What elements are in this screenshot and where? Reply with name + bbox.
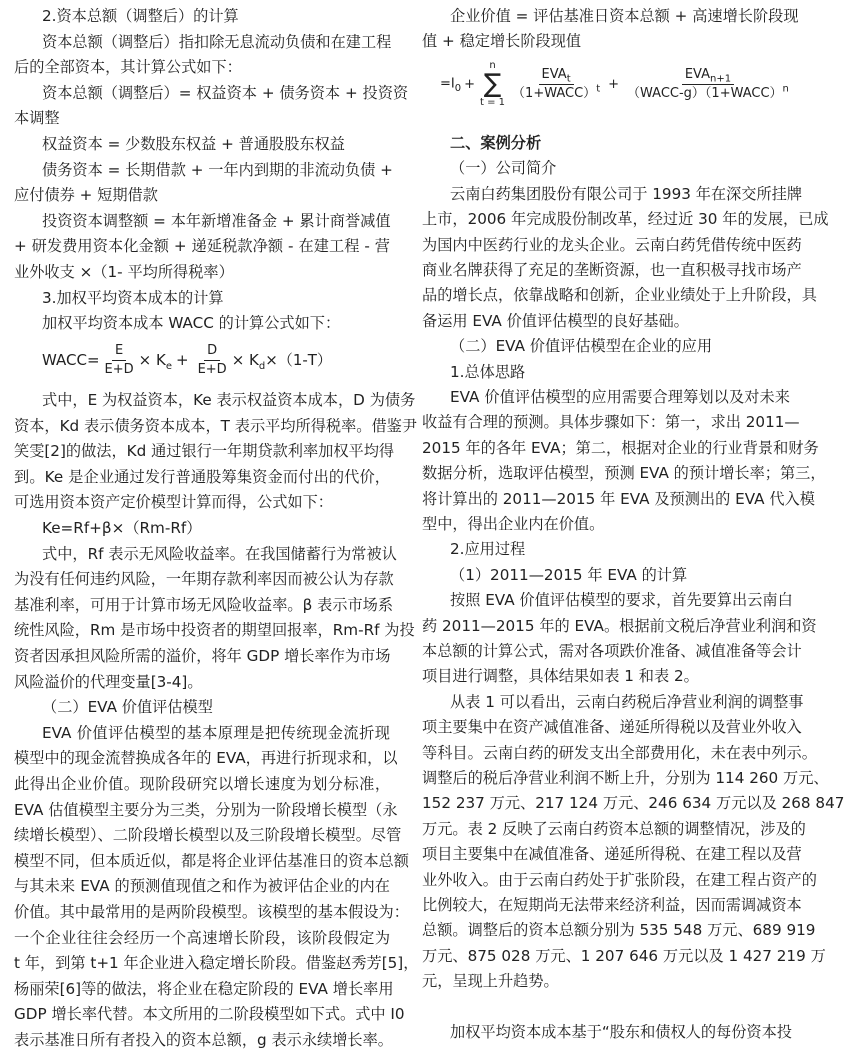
text-line: 应付债券 + 短期借款 <box>14 186 158 205</box>
text-line: 调整后的税后净营业利润不断上升，分别为 114 260 万元、 <box>422 769 829 787</box>
text-line: EVA 价值评估模型的应用需要合理筹划以及对未来 <box>450 388 790 406</box>
text-line: （1）2011—2015 年 EVA 的计算 <box>450 565 688 584</box>
text-line: 比例较大，在短期尚无法带来经济利益，因而需调减资本 <box>422 896 802 914</box>
text-line: 品的增长点，依靠战略和创新，企业业绩处于上升阶段，具 <box>422 286 817 305</box>
text-line: 加权平均资本成本 WACC 的计算公式如下： <box>42 314 341 333</box>
text-line: 模型不同，但本质近似，都是将企业评估基准日的资本总额 <box>14 851 409 870</box>
text-line: EVA 价值评估模型的基本原理是把传统现金流折现 <box>42 723 390 742</box>
text-line: 风险溢价的代理变量[3-4]。 <box>14 672 203 691</box>
text-line: 数据分析，选取评估模型，预测 EVA 的预计增长率；第三， <box>422 464 826 483</box>
frac2-den-text: （WACC-g）（1+WACC） <box>627 85 783 101</box>
value-frac2-den <box>624 85 792 103</box>
text-line: 价值。其中最常用的是两阶段模型。该模型的基本假设为： <box>14 903 409 921</box>
text-line: 投资资本调整额 = 本年新增准备金 + 累计商誉减值 <box>42 211 391 230</box>
text-line: 将计算出的 2011—2015 年 EVA 及预测出的 EVA 代入模 <box>422 489 815 508</box>
text-line: 式中，Rf 表示无风险收益率。在我国储蓄行为常被认 <box>42 544 397 563</box>
text-line: 万元。表 2 反映了云南白药资本总额的调整情况，涉及的 <box>422 819 806 838</box>
value-lhs: =I <box>440 76 455 92</box>
text-line: 表示基准日所有者投入的资本总额，g 表示永续增长率。 <box>14 1031 393 1049</box>
text-line: 按照 EVA 价值评估模型的要求，首先要算出云南白 <box>450 591 793 610</box>
eva-t-sub: t <box>566 73 571 85</box>
text-line: 万元、875 028 万元、1 207 646 万元以及 1 427 219 万 <box>422 946 826 965</box>
wacc-tail: ×（1-T） <box>265 351 332 369</box>
wacc-frac2-num: D <box>204 342 220 361</box>
text-line: 企业价值 = 评估基准日资本总额 + 高速增长阶段现 <box>450 7 799 25</box>
text-line: Ke=Rf+β×（Rm-Rf） <box>42 519 202 537</box>
text-line: 杨丽荣[6]等的做法，将企业在稳定阶段的 EVA 增长率用 <box>14 979 394 998</box>
value-frac1-den <box>509 85 603 103</box>
text-line: + 研发费用资本化金额 + 递延税款净额 - 在建工程 - 营 <box>14 237 390 256</box>
text-line: 药 2011—2015 年的 EVA。根据前文税后净营业利润和资 <box>422 616 817 635</box>
text-line: 式中，E 为权益资本，Ke 表示权益资本成本，D 为债务 <box>42 391 416 409</box>
sum-upper-limit: n <box>489 60 496 71</box>
frac2-den-sup: n <box>782 83 789 95</box>
text-line: 业外收入。由于云南白药处于扩张阶段，在建工程占资产的 <box>422 870 817 889</box>
text-line: 2.资本总额（调整后）的计算 <box>42 7 239 25</box>
value-frac2-num <box>682 66 734 85</box>
text-line: 一个企业往往会经历一个高速增长阶段，该阶段假定为 <box>14 928 390 947</box>
value-fraction-stable <box>624 66 792 103</box>
wacc-sub-d: d <box>258 361 266 372</box>
sigma-symbol: ∑ <box>483 69 502 99</box>
text-line: 资者因承担风险所需的溢价，将年 GDP 增长率作为市场 <box>14 647 391 665</box>
text-line: 总额。调整后的资本总额分别为 535 548 万元、689 919 <box>422 921 816 940</box>
text-line: 等科目。云南白药的研发支出全部费用化，未在表中列示。 <box>422 743 817 762</box>
text-line: 3.加权平均资本成本的计算 <box>42 288 224 307</box>
text-line: t 年，到第 t+1 年企业进入稳定增长阶段。借鉴赵秀芳[5]， <box>14 954 419 973</box>
value-frac1-num <box>539 66 574 85</box>
text-line: 2015 年的各年 EVA；第二，根据对企业的行业背景和财务 <box>422 438 819 457</box>
text-line: 加权平均资本成本基于“股东和债权人的每份资本投 <box>450 1023 792 1041</box>
text-line: 备运用 EVA 价值评估模型的良好基础。 <box>422 311 689 330</box>
text-line: 与其未来 EVA 的预测值现值之和作为被评估企业的内在 <box>14 877 390 896</box>
text-line: 1.总体思路 <box>450 362 526 381</box>
sum-lower-limit: t = 1 <box>480 97 506 108</box>
text-line: 债务资本 = 长期借款 + 一年内到期的非流动负债 + <box>42 160 393 179</box>
text-line: 笑雯[2]的做法，Kd 通过银行一年期贷款利率加权平均得 <box>14 442 395 461</box>
wacc-fraction-debt <box>195 342 230 379</box>
text-line: 从表 1 可以看出，云南白药税后净营业利润的调整事 <box>450 692 804 711</box>
text-line: 资本总额（调整后）= 权益资本 + 债务资本 + 投资资 <box>42 83 409 102</box>
eva-n1-sub: n+1 <box>709 73 732 85</box>
text-line: 元，呈现上升趋势。 <box>422 972 559 991</box>
text-line: 基准利率，可用于计算市场无风险收益率。β 表示市场系 <box>14 595 394 614</box>
summation-sign <box>480 60 505 108</box>
text-line: 统性风险，Rm 是市场中投资者的期望回报率，Rm-Rf 为投 <box>14 621 415 640</box>
wacc-lhs: WACC= <box>42 351 100 369</box>
text-line: （二）EVA 价值评估模型 <box>42 698 213 717</box>
text-line: 资本，Kd 表示债务资本成本，T 表示平均所得税率。借鉴尹 <box>14 416 418 435</box>
text-line: 152 237 万元、217 124 万元、246 634 万元以及 268 847 <box>422 794 844 813</box>
value-sub-0: 0 <box>454 83 462 95</box>
text-line: 模型中的现金流替换成各年的 EVA，再进行折现求和，以 <box>14 749 398 768</box>
text-line: 项目进行调整，具体结果如表 1 和表 2。 <box>422 667 699 686</box>
wacc-formula <box>42 342 332 379</box>
text-line: 型中，得出企业内在价值。 <box>422 515 605 533</box>
text-line: 项目主要集中在减值准备、递延所得税、在建工程以及营 <box>422 845 802 864</box>
text-line: 2.应用过程 <box>450 540 526 559</box>
text-line: 续增长模型）、二阶段增长模型以及三阶段增长模型。尽管 <box>14 826 402 845</box>
value-formula <box>440 60 794 108</box>
text-line: 权益资本 = 少数股东权益 + 普通股股东权益 <box>42 135 345 153</box>
value-fraction-growth <box>509 66 603 103</box>
text-line: 值 + 稳定增长阶段现值 <box>422 32 582 51</box>
text-line: 收益有合理的预测。具体步骤如下：第一，求出 2011— <box>422 413 800 432</box>
wacc-frac1-den: E+D <box>104 362 134 377</box>
eva-t-label: EVA <box>541 66 567 82</box>
text-line: 二、案例分析 <box>450 134 542 152</box>
text-line: GDP 增长率代替。本文所用的二阶段模型如下式。式中 I0 <box>14 1005 405 1024</box>
wacc-frac1-num: E <box>112 342 126 361</box>
text-line: 可选用资本资产定价模型计算而得，公式如下： <box>14 493 333 512</box>
text-line: 上市，2006 年完成股份制改革，经过近 30 年的发展，已成 <box>422 210 829 229</box>
text-line: 本总额的计算公式，需对各项跌价准备、减值准备等会计 <box>422 642 802 660</box>
wacc-frac2-den: E+D <box>197 362 227 377</box>
eva-n1-label: EVA <box>684 66 710 82</box>
value-plus2: + <box>608 76 620 92</box>
text-line: 为没有任何违约风险，一年期存款利率因而被公认为存款 <box>14 570 394 589</box>
text-line: 云南白药集团股份有限公司于 1993 年在深交所挂牌 <box>450 184 803 203</box>
text-line: （二）EVA 价值评估模型在企业的应用 <box>450 337 713 356</box>
text-line: 本调整 <box>14 109 60 128</box>
text-line: 商业名牌获得了充足的垄断资源，也一直积极寻找市场产 <box>422 261 802 279</box>
text-line: 业外收支 ×（1- 平均所得税率） <box>14 263 234 281</box>
text-line: 到。Ke 是企业通过发行普通股筹集资金而付出的代价， <box>14 467 390 486</box>
wacc-fraction-equity <box>102 342 137 379</box>
wacc-plus: + <box>176 351 189 369</box>
text-line: 为国内中医药行业的龙头企业。云南白药凭借传统中医药 <box>422 235 802 254</box>
frac1-den-sup: t <box>596 83 601 95</box>
wacc-times2: × K <box>231 351 259 369</box>
text-line: 项主要集中在资产减值准备、递延所得税以及营业外收入 <box>422 718 802 737</box>
wacc-sub-e: e <box>165 361 172 372</box>
text-line: （一）公司简介 <box>450 159 557 178</box>
text-line: 此得出企业价值。现阶段研究以增长速度为划分标准， <box>14 775 390 793</box>
value-plus1: + <box>464 76 476 92</box>
text-line: EVA 估值模型主要分为三类，分别为一阶段增长模型（永 <box>14 800 398 819</box>
text-line: 后的全部资本，其计算公式如下： <box>14 58 242 77</box>
frac1-den-text: （1+WACC） <box>512 85 597 101</box>
wacc-times1: × K <box>138 351 166 369</box>
text-line: 资本总额（调整后）指扣除无息流动负债和在建工程 <box>42 32 392 51</box>
